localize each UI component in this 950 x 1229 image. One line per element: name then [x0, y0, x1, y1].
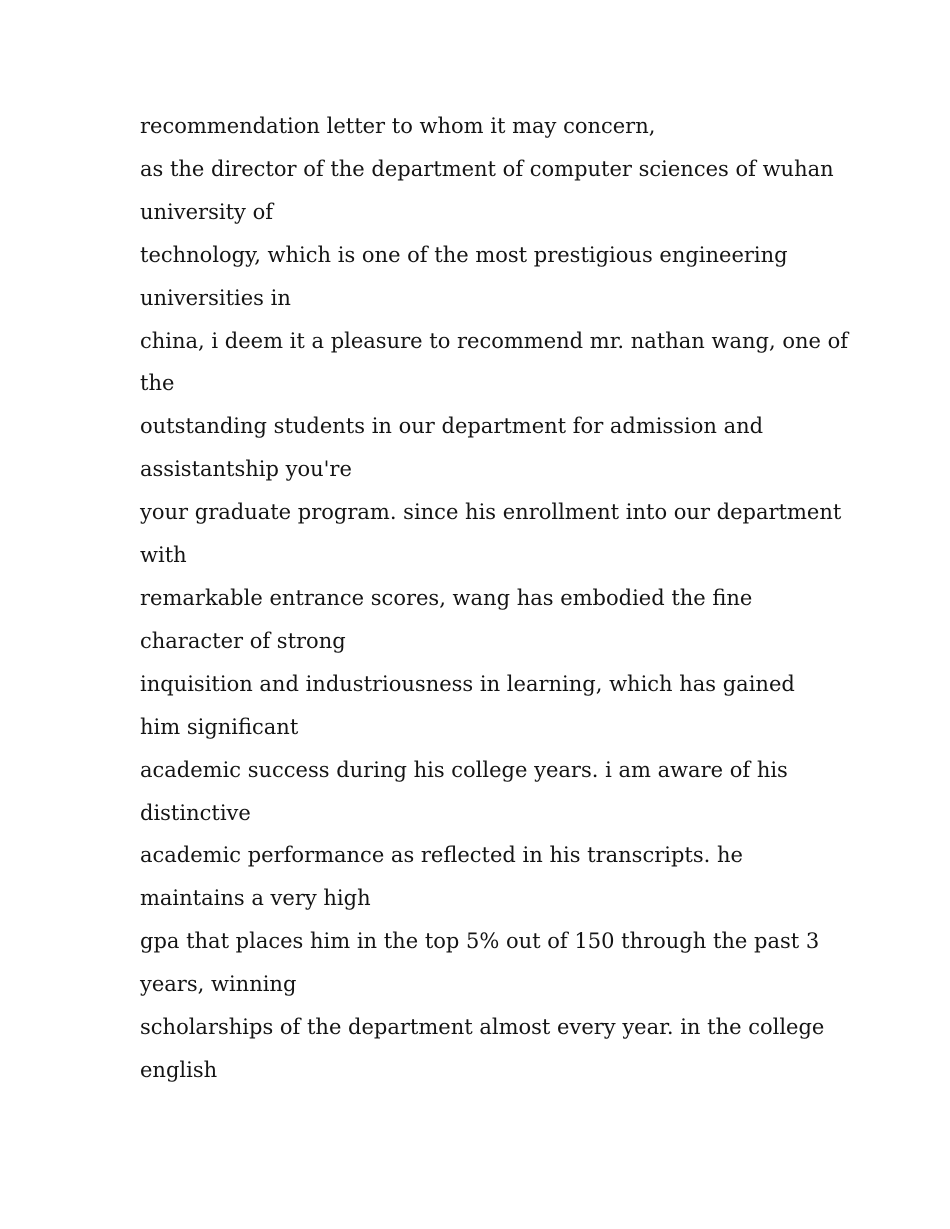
text-line: recommendation letter to whom it may concern, [140, 114, 656, 138]
letter-body [140, 105, 849, 1092]
text-line: your graduate program. since his enrollment into our department [140, 500, 842, 525]
text-line: inquisition and industriousness in learning, which has gained [140, 671, 795, 696]
text-line: distinctive [140, 800, 251, 825]
text-line: as the director of the department of computer sciences of wuhan [140, 156, 834, 181]
text-line: assistantship you're [140, 457, 352, 482]
text-line: universities in [140, 285, 291, 310]
text-line: technology, which is one of the most prestigious engineering [140, 242, 788, 267]
text-line: with [140, 543, 187, 568]
text-line: academic performance as reflected in his transcripts. he [140, 843, 743, 868]
text-line: maintains a very high [140, 886, 371, 911]
text-line: english [140, 1057, 218, 1082]
text-line: scholarships of the department almost every year. in the college [140, 1015, 825, 1040]
text-line: university of [140, 199, 273, 224]
text-line: china, i deem it a pleasure to recommend mr. nathan wang, one of [140, 328, 849, 353]
text-line: gpa that places him in the top 5% out of 150 through the past 3 [140, 929, 820, 954]
text-line: years, winning [140, 972, 297, 997]
text-line: him significant [140, 714, 299, 739]
text-line: academic success during his college years. i am aware of his [140, 757, 788, 782]
text-line: remarkable entrance scores, wang has embodied the fine [140, 585, 753, 610]
text-line: outstanding students in our department for admission and [140, 414, 764, 439]
text-line: character of strong [140, 628, 346, 653]
text-line: the [140, 371, 175, 396]
